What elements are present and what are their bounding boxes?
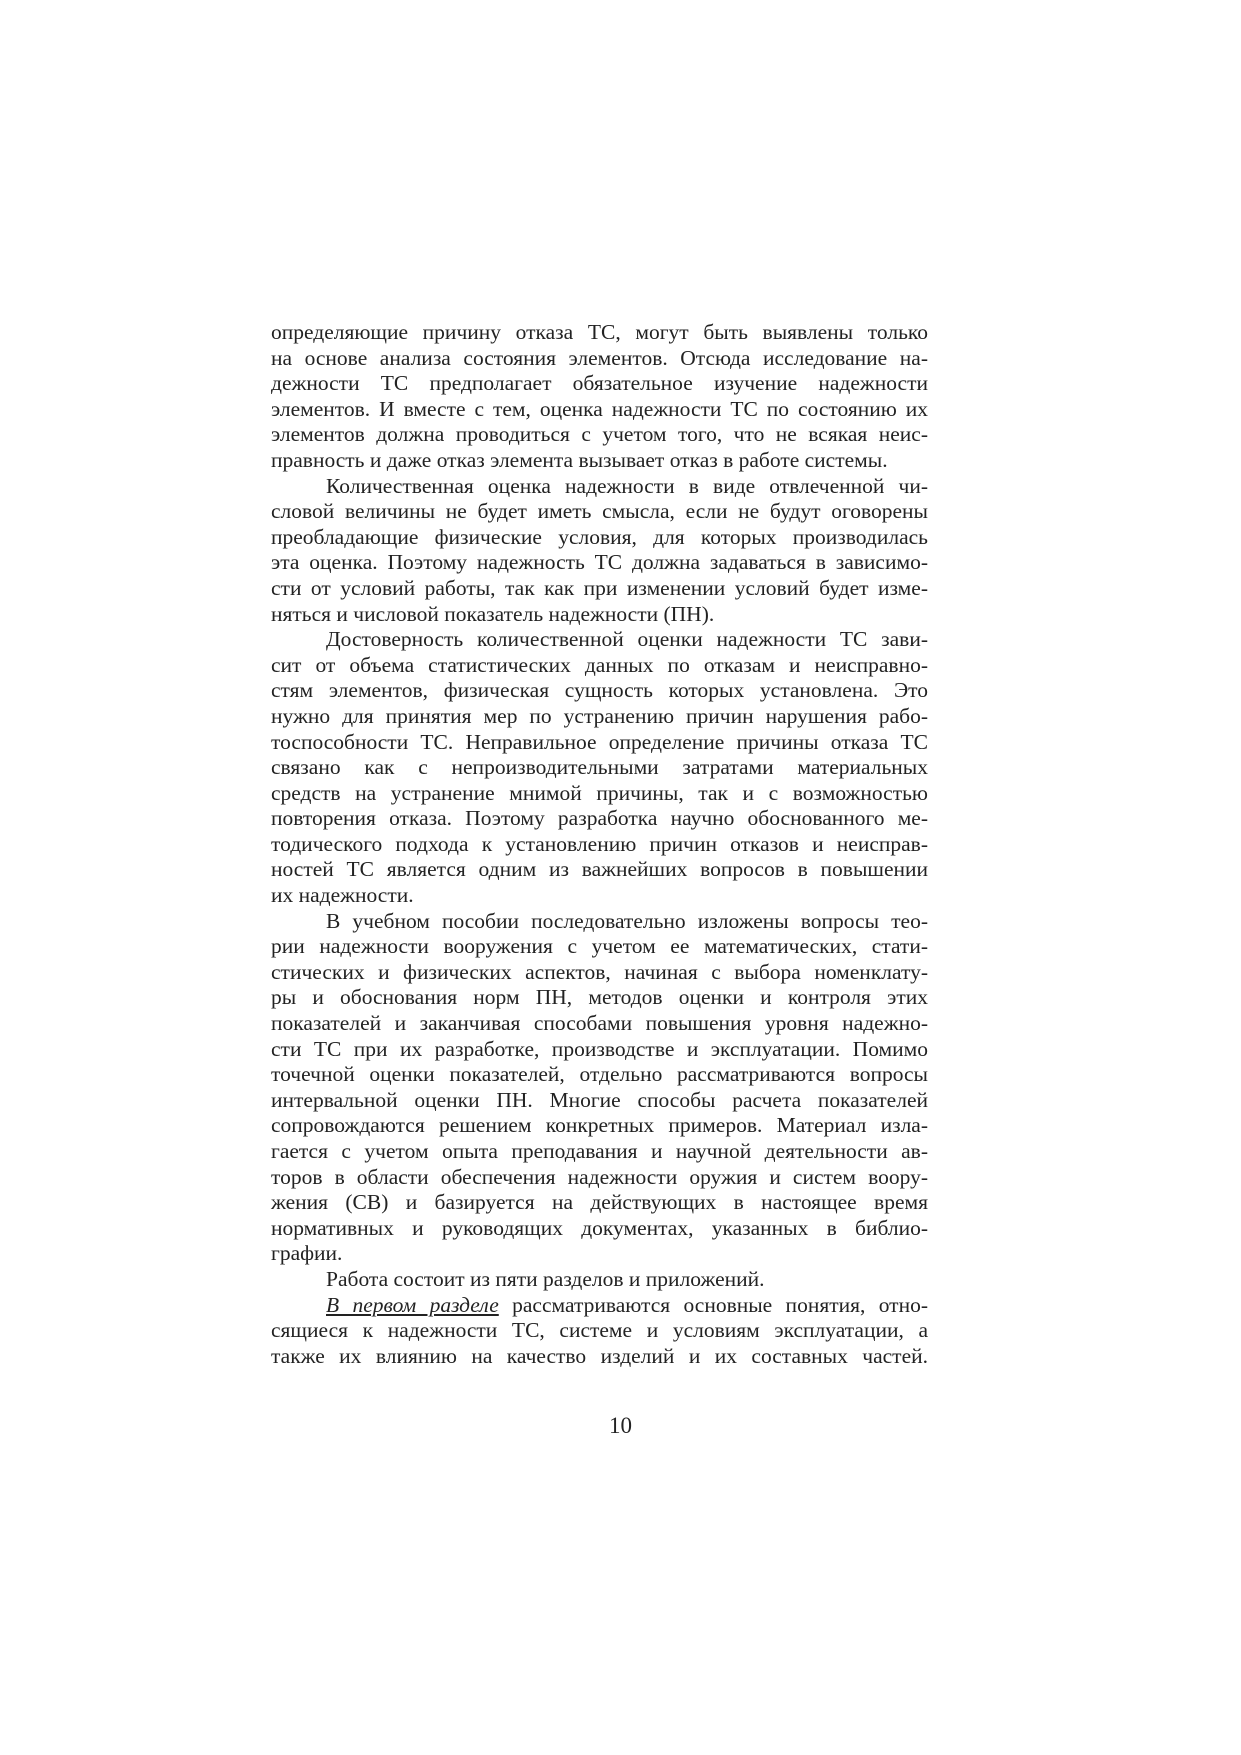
page-number: 10: [609, 1413, 632, 1438]
text-line: нормативных и руководящих документах, указанных в библио-: [271, 1215, 928, 1240]
paragraph-3: [271, 627, 928, 909]
text-line: тодического подхода к установлению причин отказов и неисправ-: [271, 831, 928, 856]
text-line: стических и физических аспектов, начиная с выбора номенклату-: [271, 959, 928, 984]
text-line: определяющие причину отказа ТС, могут быть выявлены только: [271, 320, 928, 344]
body-text: [271, 320, 928, 1369]
text-line: сти ТС при их разработке, производстве и эксплуатации. Помимо: [271, 1036, 928, 1061]
text-line: сящиеся к надежности ТС, системе и условиям эксплуатации, а: [271, 1318, 928, 1343]
text-line: графии.: [271, 1241, 343, 1266]
text-line: торов в области обеспечения надежности оружия и систем воору-: [271, 1164, 928, 1189]
text-line: правность и даже отказ элемента вызывает отказ в работе системы.: [271, 447, 888, 472]
text-line: точечной оценки показателей, отдельно рассматриваются вопросы: [271, 1062, 928, 1087]
paragraph-5: [271, 1267, 928, 1293]
text-line: нужно для принятия мер по устранению причин нарушения рабо-: [271, 703, 928, 728]
text-line: ностей ТС является одним из важнейших вопросов в повышении: [271, 857, 928, 882]
section-reference: В первом разделе: [326, 1292, 499, 1317]
text-line: также их влиянию на качество изделий и их составных частей.: [271, 1343, 928, 1368]
text-line: преобладающие физические условия, для которых производилась: [271, 524, 928, 549]
text-line: Достоверность количественной оценки надежности ТС зави-: [326, 627, 928, 652]
text-line: повторения отказа. Поэтому разработка научно обоснованного ме-: [271, 806, 928, 831]
text-line: связано как с непроизводительными затратами материальных: [271, 755, 928, 780]
text-line: на основе анализа состояния элементов. Отсюда исследование на-: [271, 345, 928, 370]
text-line: элементов должна проводиться с учетом того, что не всякая неис-: [271, 422, 928, 447]
text-line: ры и обоснования норм ПН, методов оценки и контроля этих: [271, 985, 928, 1010]
text-line: Количественная оценка надежности в виде отвлеченной чи-: [326, 473, 928, 498]
text-line: показателей и заканчивая способами повышения уровня надежно-: [271, 1011, 928, 1036]
text-fragment: рассматриваются основные понятия, отно-: [498, 1292, 928, 1317]
text-line: их надежности.: [271, 883, 414, 908]
paragraph-2: [271, 474, 928, 628]
paragraph-1: [271, 320, 928, 474]
text-line: гается с учетом опыта преподавания и научной деятельности ав-: [271, 1139, 928, 1163]
text-line: сопровождаются решением конкретных примеров. Материал изла-: [271, 1113, 928, 1138]
text-line: словой величины не будет иметь смысла, если не будут оговорены: [271, 499, 928, 524]
paragraph-6: [271, 1293, 928, 1370]
text-line: интервальной оценки ПН. Многие способы расчета показателей: [271, 1087, 928, 1112]
text-line: сит от объема статистических данных по отказам и неисправно-: [271, 652, 928, 677]
text-line: элементов. И вместе с тем, оценка надежности ТС по состоянию их: [271, 396, 928, 421]
text-line: дежности ТС предполагает обязательное изучение надежности: [271, 371, 928, 396]
text-line: тоспособности ТС. Неправильное определение причины отказа ТС: [271, 729, 928, 754]
text-line: эта оценка. Поэтому надежность ТС должна задаваться в зависимо-: [271, 550, 928, 575]
text-line: средств на устранение мнимой причины, так и с возможностью: [271, 780, 928, 805]
text-line: стям элементов, физическая сущность которых установлена. Это: [271, 678, 928, 703]
paragraph-4: [271, 909, 928, 1267]
text-line: В учебном пособии последовательно изложены вопросы тео-: [326, 908, 928, 933]
text-line: жения (СВ) и базируется на действующих в настоящее время: [271, 1190, 928, 1215]
text-line: [271, 1293, 928, 1319]
text-line: няться и числовой показатель надежности (ПН).: [271, 601, 715, 626]
text-line: рии надежности вооружения с учетом ее математических, стати-: [271, 934, 928, 959]
text-line: сти от условий работы, так как при изменении условий будет изме-: [271, 575, 928, 600]
text-line: Работа состоит из пяти разделов и приложений.: [326, 1266, 765, 1291]
